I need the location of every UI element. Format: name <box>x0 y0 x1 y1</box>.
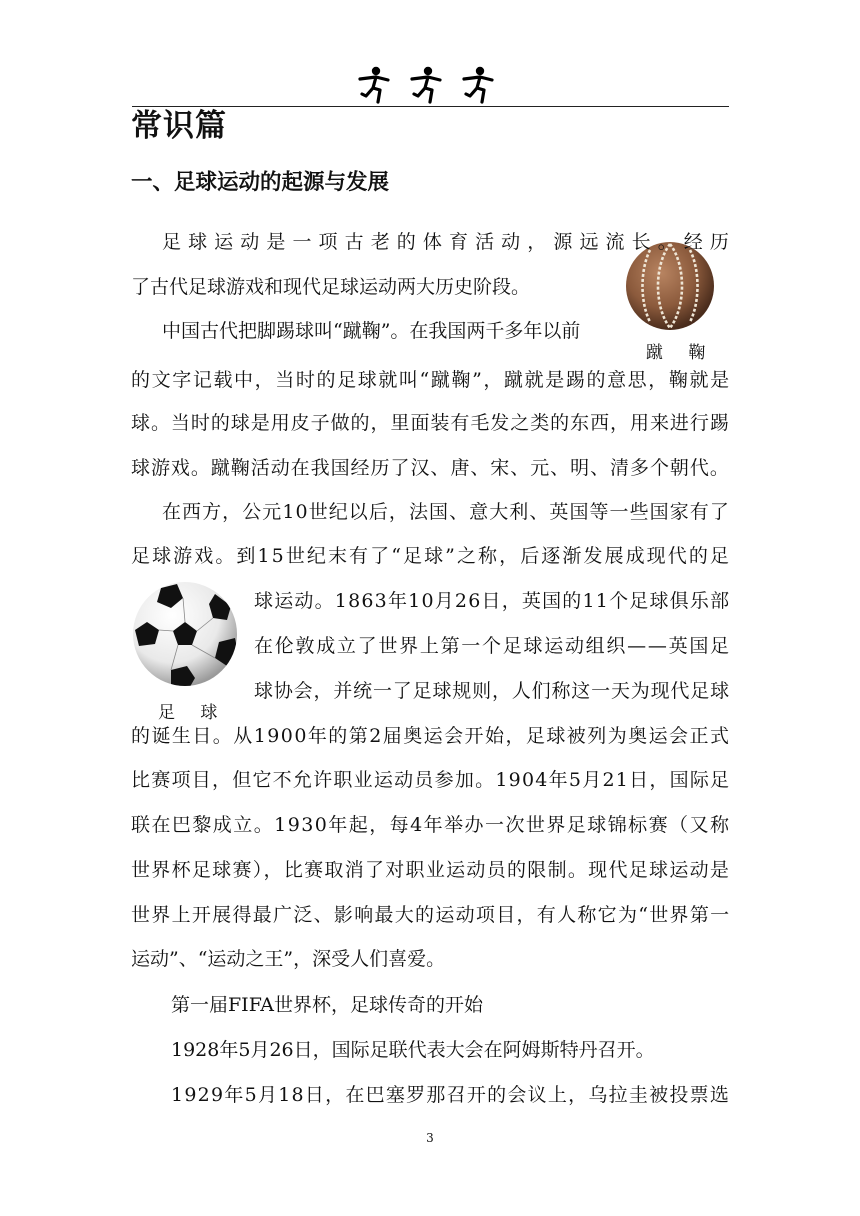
page-number: 3 <box>426 1131 434 1145</box>
paragraph-line: 在西方，公元10世纪以后，法国、意大利、英国等一些国家有了 <box>162 501 730 523</box>
footballer-figures-icon <box>350 62 510 106</box>
paragraph-line: 足球游戏。到15世纪末有了“足球”之称，后逐渐发展成现代的足 <box>131 545 732 567</box>
subsection-title: 一、足球运动的起源与发展 <box>131 170 390 195</box>
paragraph-line: 的诞生日。从1900年的第2届奥运会开始，足球被列为奥运会正式 <box>131 725 731 747</box>
soccer-ball-icon <box>131 580 239 688</box>
paragraph-line: 中国古代把脚踢球叫“蹴鞠”。在我国两千多年以前 <box>162 320 581 342</box>
paragraph-line: 世界杯足球赛），比赛取消了对职业运动员的限制。现代足球运动是 <box>131 859 731 881</box>
paragraph-line: 联在巴黎成立。1930年起，每4年举办一次世界足球锦标赛（又称 <box>131 814 731 836</box>
cuju-ball-icon <box>624 240 716 332</box>
paragraph-line: 在伦敦成立了世界上第一个足球运动组织——英国足 <box>254 635 731 657</box>
cuju-caption: 蹴 鞠 <box>646 343 716 363</box>
paragraph-line: 1929年5月18日，在巴塞罗那召开的会议上，乌拉圭被投票选 <box>171 1084 731 1106</box>
paragraph-line: 球运动。1863年10月26日，英国的11个足球俱乐部 <box>254 590 731 612</box>
paragraph-line: 比赛项目，但它不允许职业运动员参加。1904年5月21日，国际足 <box>131 769 731 791</box>
paragraph-line: 球游戏。蹴鞠活动在我国经历了汉、唐、宋、元、明、清多个朝代。 <box>131 457 730 479</box>
paragraph-line: 了古代足球游戏和现代足球运动两大历史阶段。 <box>131 276 531 298</box>
paragraph-line: 足球运动是一项古老的体育活动，源远流长。经历 <box>162 231 736 253</box>
section-title: 常识篇 <box>131 108 227 144</box>
paragraph-line: 第一届FIFA世界杯，足球传奇的开始 <box>171 994 483 1016</box>
paragraph-line: 运动”、“运动之王”，深受人们喜爱。 <box>131 948 446 970</box>
paragraph-line: 1928年5月26日，国际足联代表大会在阿姆斯特丹召开。 <box>171 1039 655 1061</box>
paragraph-line: 球协会，并统一了足球规则，人们称这一天为现代足球 <box>254 680 730 702</box>
football-caption: 足 球 <box>158 703 228 723</box>
paragraph-line: 的文字记载中，当时的足球就叫“蹴鞠”，蹴就是踢的意思，鞠就是 <box>131 369 731 391</box>
paragraph-line: 球。当时的球是用皮子做的，里面装有毛发之类的东西，用来进行踢 <box>131 412 730 434</box>
paragraph-line: 世界上开展得最广泛、影响最大的运动项目，有人称它为“世界第一 <box>131 904 731 926</box>
